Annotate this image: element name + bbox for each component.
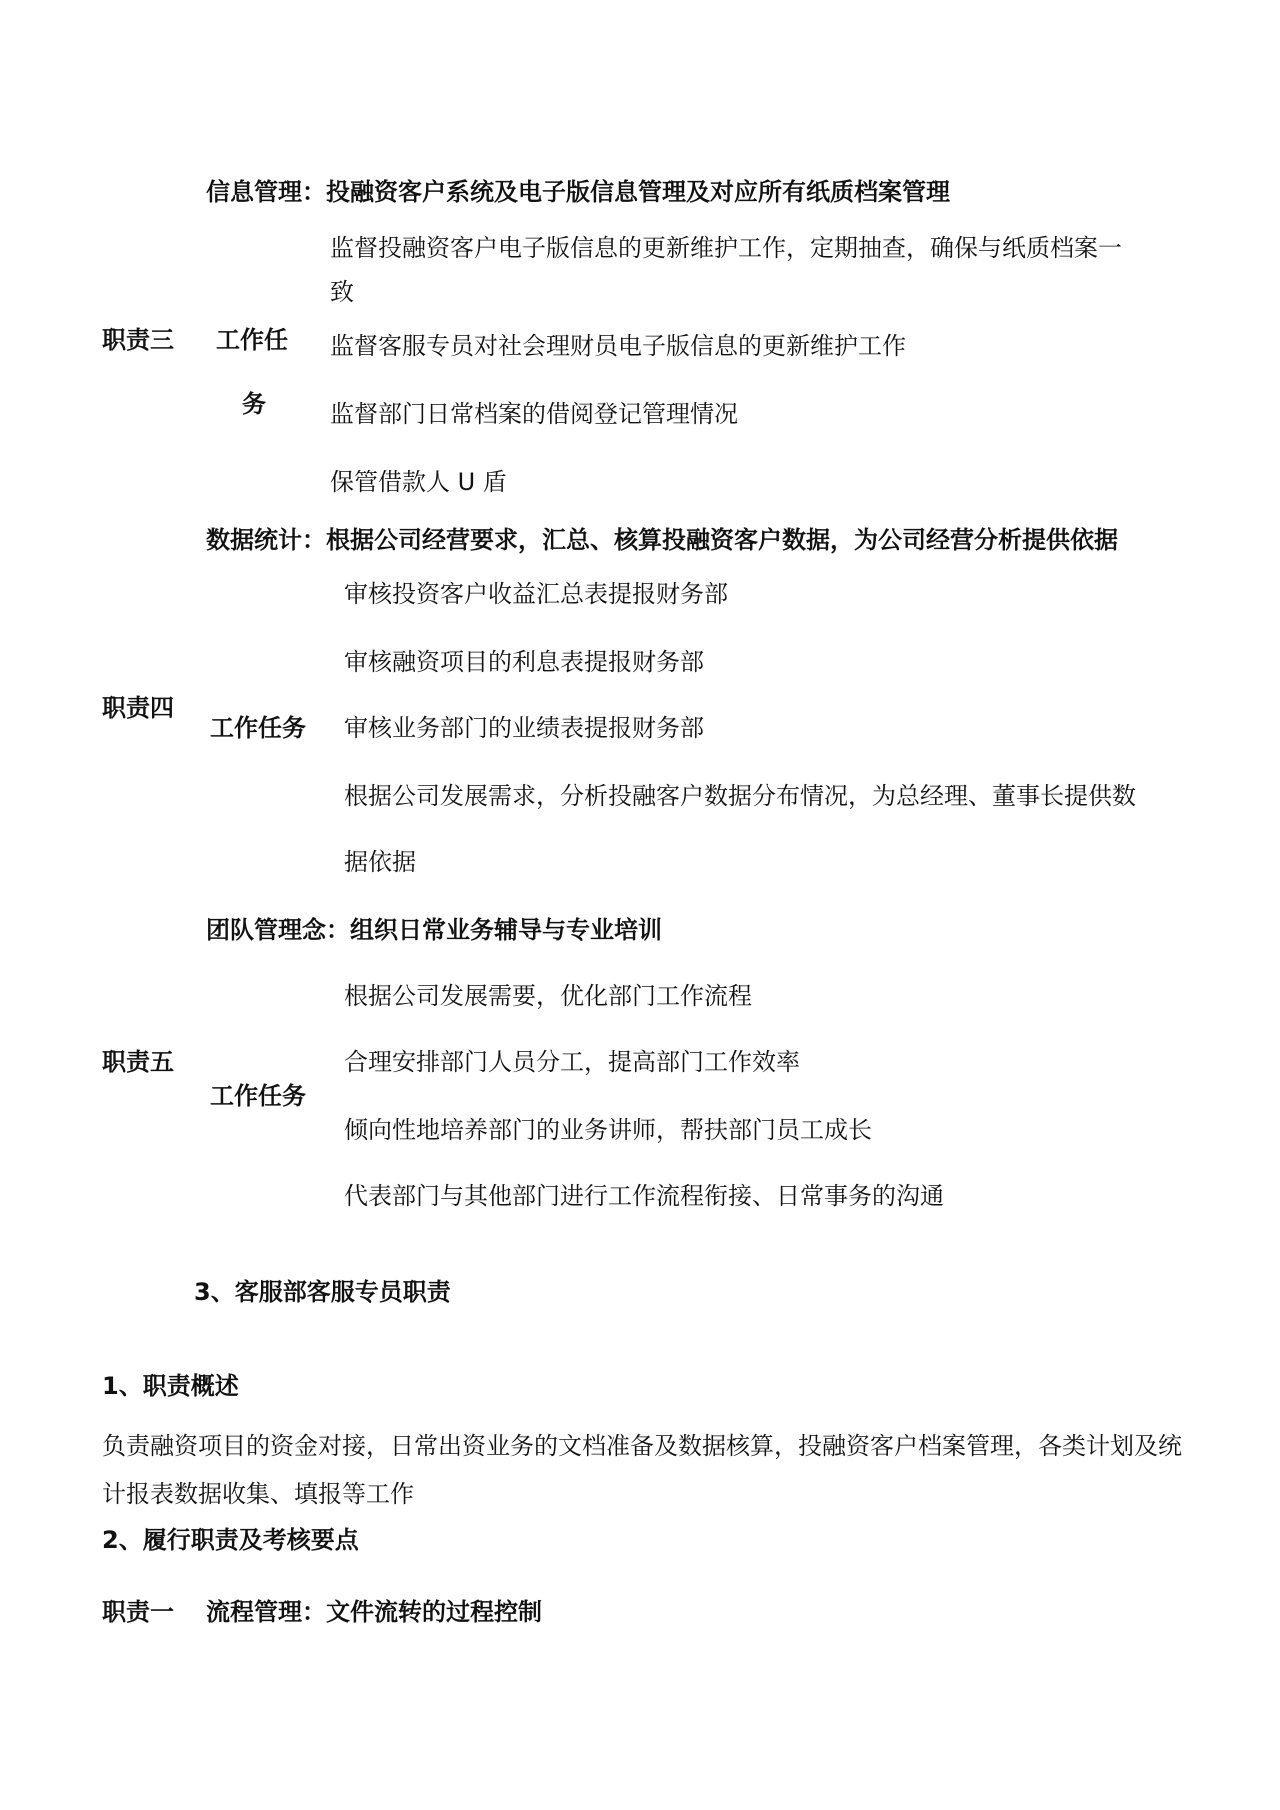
- overview-text: 负责融资项目的资金对接，日常出资业务的文档准备及数据核算，投融资客户档案管理，各类计划及统计报表数据收集、填报等工作: [102, 1432, 1182, 1508]
- duty5-task-2: 合理安排部门人员分工，提高部门工作效率: [344, 1048, 800, 1076]
- duty1-heading: 流程管理：文件流转的过程控制: [206, 1598, 542, 1626]
- duty4-label: 职责四: [102, 694, 174, 722]
- duty4-task-2: 审核融资项目的利息表提报财务部: [344, 648, 704, 676]
- duty5-task-3: 倾向性地培养部门的业务讲师，帮扶部门员工成长: [344, 1116, 872, 1144]
- duty4-task-1: 审核投资客户收益汇总表提报财务部: [344, 580, 728, 608]
- duty5-task-label: 工作任务: [210, 1082, 306, 1110]
- duty4-task-3: 审核业务部门的业绩表提报财务部: [344, 714, 704, 742]
- duty4-task-4-cont: 据依据: [344, 848, 416, 876]
- duty3-heading: 信息管理：投融资客户系统及电子版信息管理及对应所有纸质档案管理: [206, 178, 950, 206]
- duty3-task-label: 工作任: [216, 326, 288, 354]
- duty1-label: 职责一: [102, 1598, 174, 1626]
- duty3-task-4: 保管借款人 U 盾: [330, 468, 507, 496]
- duty3-task-1-cont: 致: [330, 278, 354, 306]
- duty3-task-2: 监督客服专员对社会理财员电子版信息的更新维护工作: [330, 332, 906, 360]
- section3-title: 3、客服部客服专员职责: [194, 1278, 451, 1306]
- overview-title: 1、职责概述: [102, 1372, 239, 1400]
- duty3-task-label-cont: 务: [242, 390, 266, 418]
- duty5-heading: 团队管理念：组织日常业务辅导与专业培训: [206, 916, 662, 944]
- duty3-label: 职责三: [102, 326, 174, 354]
- duty5-task-1: 根据公司发展需要，优化部门工作流程: [344, 982, 752, 1010]
- duty4-heading: 数据统计：根据公司经营要求，汇总、核算投融资客户数据，为公司经营分析提供依据: [206, 526, 1118, 554]
- duty3-task-1: 监督投融资客户电子版信息的更新维护工作，定期抽查，确保与纸质档案一: [330, 234, 1122, 262]
- duty4-task-label: 工作任务: [210, 714, 306, 742]
- points-title: 2、履行职责及考核要点: [102, 1526, 359, 1554]
- duty4-task-4: 根据公司发展需求，分析投融客户数据分布情况，为总经理、董事长提供数: [344, 782, 1136, 810]
- duty5-task-4: 代表部门与其他部门进行工作流程衔接、日常事务的沟通: [344, 1182, 944, 1210]
- duty5-label: 职责五: [102, 1048, 174, 1076]
- duty3-task-3: 监督部门日常档案的借阅登记管理情况: [330, 400, 738, 428]
